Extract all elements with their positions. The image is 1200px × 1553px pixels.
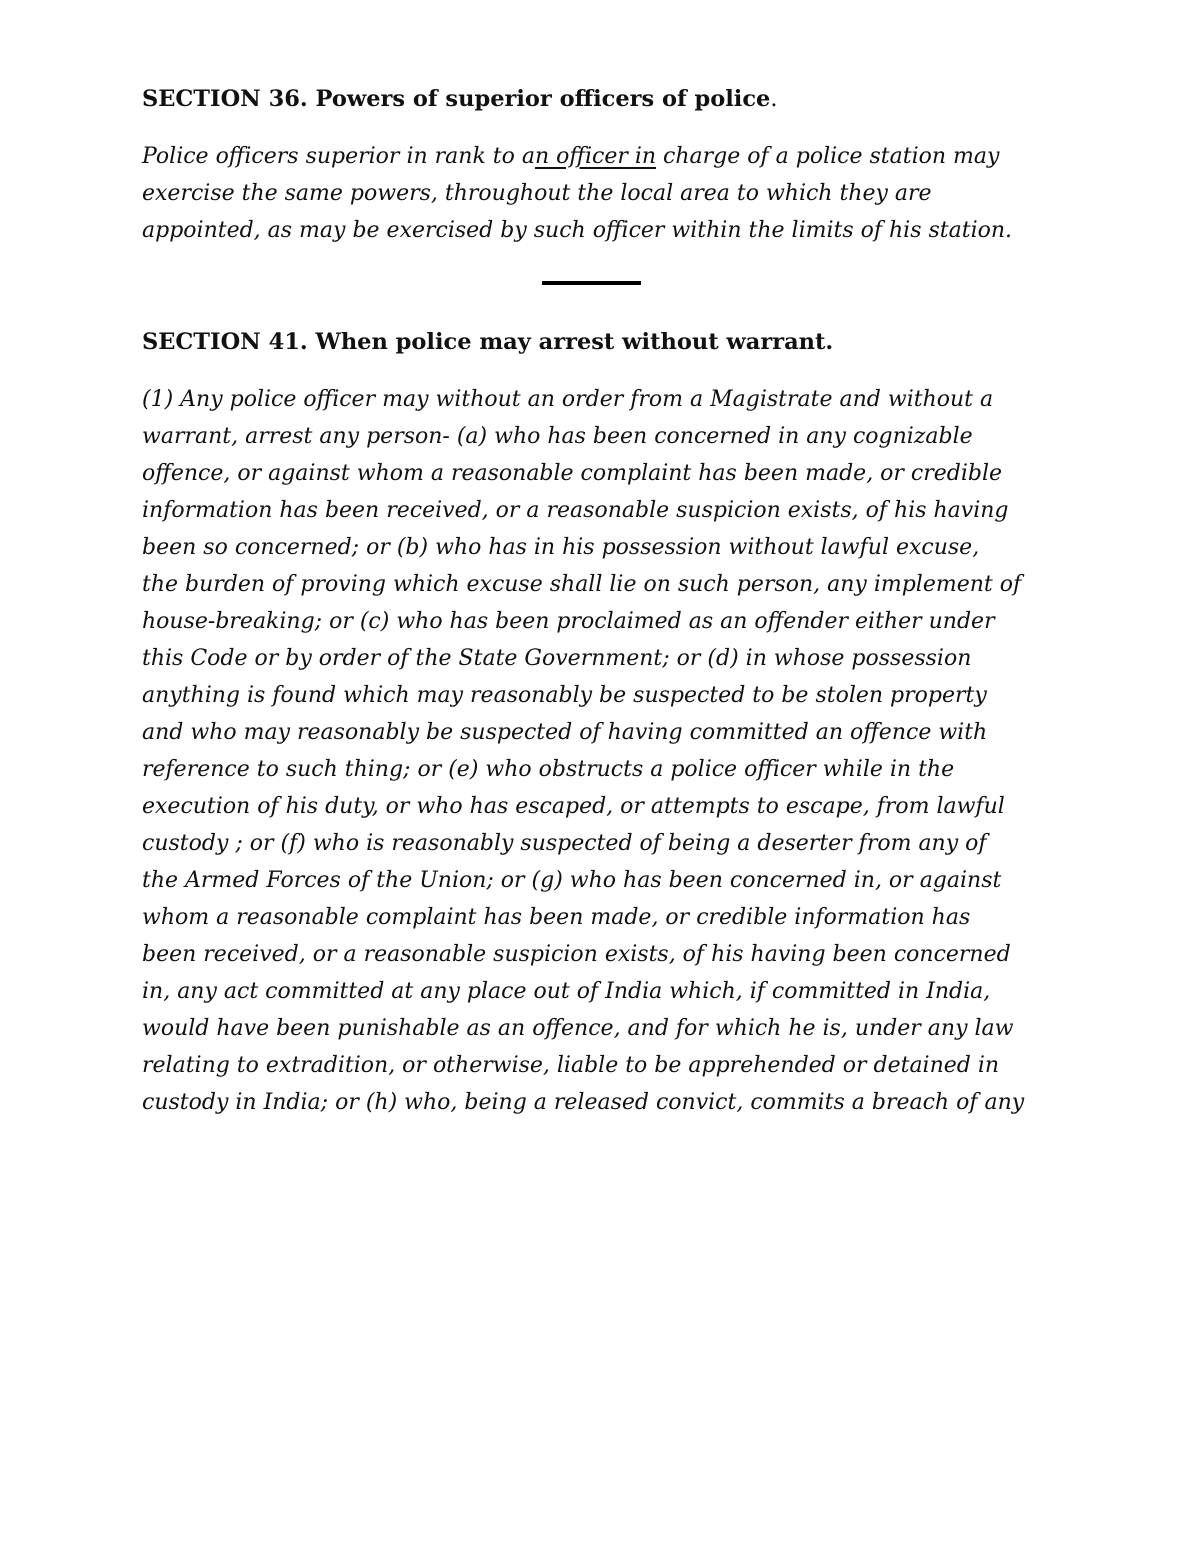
section-41-line: execution of his duty, or who has escaped, or attempts to escape, from lawful xyxy=(142,794,1005,819)
section-36-body xyxy=(142,138,1042,249)
section-41-line: this Code or by order of the State Government; or (d) in whose possession xyxy=(142,646,972,671)
section-41-line: custody in India; or (h) who, being a released convict, commits a breach of any xyxy=(142,1090,1025,1115)
section-36-heading-period: . xyxy=(770,86,778,112)
section-41-line: been so concerned; or (b) who has in his possession without lawful excuse, xyxy=(142,535,980,560)
section-41-line: the burden of proving which excuse shall lie on such person, any implement of xyxy=(142,572,1022,597)
section-41-line: (1) Any police officer may without an order from a Magistrate and without a xyxy=(142,387,994,412)
section-36-line-3: appointed, as may be exercised by such officer within the limits of his station. xyxy=(142,218,1013,243)
section-41-line: in, any act committed at any place out of India which, if committed in India, xyxy=(142,979,991,1004)
section-41-body xyxy=(142,381,1042,1121)
section-41-line: house-breaking; or (c) who has been proclaimed as an offender either under xyxy=(142,609,995,634)
section-41-line: relating to extradition, or otherwise, liable to be apprehended or detained in xyxy=(142,1053,1000,1078)
section-41-line: information has been received, or a reasonable suspicion exists, of his having xyxy=(142,498,1009,523)
section-41-line: been received, or a reasonable suspicion exists, of his having been concerned xyxy=(142,942,1011,967)
section-36-underlined-phrase: n officer in xyxy=(534,144,657,169)
section-41-line: custody ; or (f) who is reasonably suspected of being a deserter from any of xyxy=(142,831,987,856)
section-36-line-2: exercise the same powers, throughout the local area to which they are xyxy=(142,181,932,206)
section-41-heading: SECTION 41. When police may arrest without warrant. xyxy=(142,329,834,355)
section-separator xyxy=(542,281,641,285)
section-41-line: and who may reasonably be suspected of having committed an offence with xyxy=(142,720,988,745)
section-41-line: would have been punishable as an offence, and for which he is, under any law xyxy=(142,1016,1014,1041)
section-36-line-1 xyxy=(142,138,1042,175)
section-36-line-1-after: charge of a police station may xyxy=(656,144,1000,169)
section-41-line: offence, or against whom a reasonable complaint has been made, or credible xyxy=(142,461,1003,486)
section-36-line-1-before: Police officers superior in rank to a xyxy=(142,144,535,169)
section-36-heading xyxy=(142,84,778,114)
section-41-line: the Armed Forces of the Union; or (g) who has been concerned in, or against xyxy=(142,868,1002,893)
section-41-line: reference to such thing; or (e) who obstructs a police officer while in the xyxy=(142,757,955,782)
section-41-line: warrant, arrest any person- (a) who has been concerned in any cognizable xyxy=(142,424,973,449)
section-41-line: whom a reasonable complaint has been made, or credible information has xyxy=(142,905,971,930)
section-36-heading-text: SECTION 36. Powers of superior officers of police xyxy=(142,86,771,112)
section-41-line: anything is found which may reasonably be suspected to be stolen property xyxy=(142,683,987,708)
